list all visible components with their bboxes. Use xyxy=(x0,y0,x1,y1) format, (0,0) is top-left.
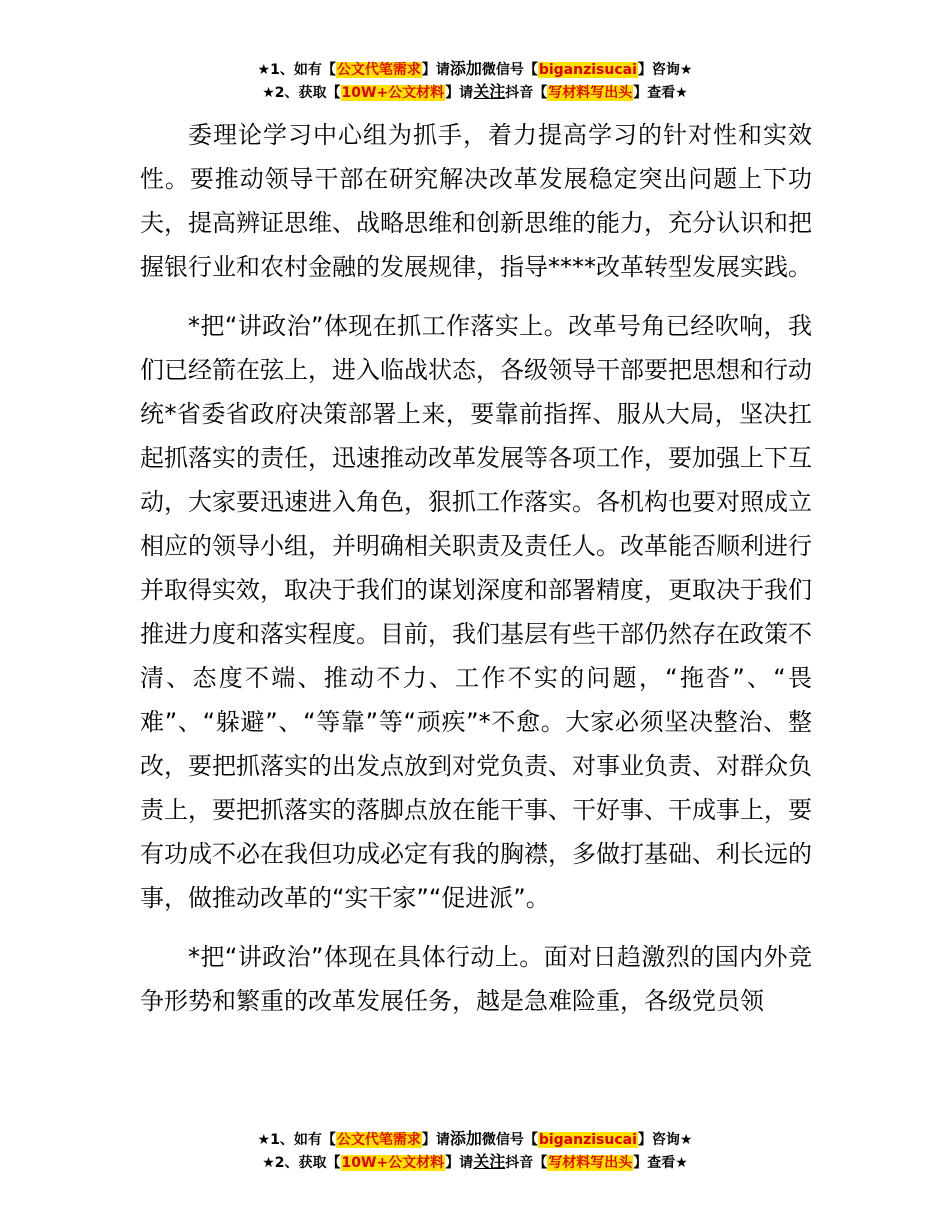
highlight-materials: 10W+公文材料 xyxy=(341,85,445,101)
promo-text: ★1、如有【 xyxy=(257,1132,336,1148)
promo-text: 】请 xyxy=(421,1132,450,1148)
body-paragraph-2: *把“讲政治”体现在抓工作落实上。改革号角已经吹响，我们已经箭在弦上，进入临战状态，各级领导干部要把思想和行动统*省委省政府决策部署上来，要靠前指挥、服从大局，坚决扛起抓落实的责任，迅速推动改革发展等各项工作，要加强上下互动，大家要迅速进入角色，狠抓工作落实。各机构也要对照成立相应的领导小组，并明确相关职责及责任人。改革能否顺利进行并取得实效，取决于我们的谋划深度和部署精度，更取决于我们推进力度和落实程度。目前，我们基层有些干部仍然存在政策不清、态度不端、推动不力、工作不实的问题，“拖沓”、“畏难”、“躲避”、“等靠”等“顽疾”*不愈。大家必须坚决整治、整改，要把抓落实的出发点放到对党负责、对事业负责、对群众负责上，要把抓落实的落脚点放在能干事、干好事、干成事上，要有功成不必在我但功成必定有我的胸襟，多做打基础、利长远的事，做推动改革的“实干家”“促进派”。 xyxy=(140,312,812,912)
promo-text: ★1、如有【 xyxy=(257,62,336,78)
promo-text: 】咨询★ xyxy=(637,1132,693,1148)
promo-line-1 xyxy=(0,58,950,81)
promo-text: 抖音【 xyxy=(505,85,548,101)
highlight-ghostwriting: 公文代笔需求 xyxy=(336,1132,421,1148)
highlight-douyin-account: 写材料写出头 xyxy=(548,1155,633,1171)
promo-line-1 xyxy=(0,1128,950,1151)
promo-text: 微信号【 xyxy=(481,62,538,78)
promo-text: 】咨询★ xyxy=(637,62,693,78)
promo-text: ★2、获取【 xyxy=(262,1155,341,1171)
highlight-douyin-account: 写材料写出头 xyxy=(548,85,633,101)
highlight-materials: 10W+公文材料 xyxy=(341,1155,445,1171)
promo-add-text: 添加 xyxy=(449,1129,482,1148)
highlight-wechat-id: biganzisucai xyxy=(538,1132,637,1148)
promo-text: 】请 xyxy=(445,85,474,101)
highlight-ghostwriting: 公文代笔需求 xyxy=(336,62,421,78)
highlight-wechat-id: biganzisucai xyxy=(538,62,637,78)
footer-promo-banner xyxy=(0,1128,950,1174)
promo-add-text: 添加 xyxy=(449,59,482,78)
promo-text: 抖音【 xyxy=(505,1155,548,1171)
header-promo-banner xyxy=(0,58,950,104)
promo-text: 】请 xyxy=(421,62,450,78)
promo-follow-text: 关注 xyxy=(473,1152,506,1171)
promo-text: 微信号【 xyxy=(481,1132,538,1148)
promo-line-2 xyxy=(0,1151,950,1174)
body-paragraph-3: *把“讲政治”体现在具体行动上。面对日趋激烈的国内外竞争形势和繁重的改革发展任务，越是急难险重，各级党员领 xyxy=(140,943,812,1015)
promo-line-2 xyxy=(0,81,950,104)
promo-text: 】查看★ xyxy=(633,1155,688,1171)
promo-text: ★2、获取【 xyxy=(262,85,341,101)
promo-follow-text: 关注 xyxy=(473,82,506,101)
body-paragraph-1: 委理论学习中心组为抓手，着力提高学习的针对性和实效性。要推动领导干部在研究解决改革发展稳定突出问题上下功夫，提高辨证思维、战略思维和创新思维的能力，充分认识和把握银行业和农村金融的发展规律，指导****改革转型发展实践。 xyxy=(140,121,812,281)
promo-text: 】请 xyxy=(445,1155,474,1171)
document-body xyxy=(140,113,812,1023)
promo-text: 】查看★ xyxy=(633,85,688,101)
